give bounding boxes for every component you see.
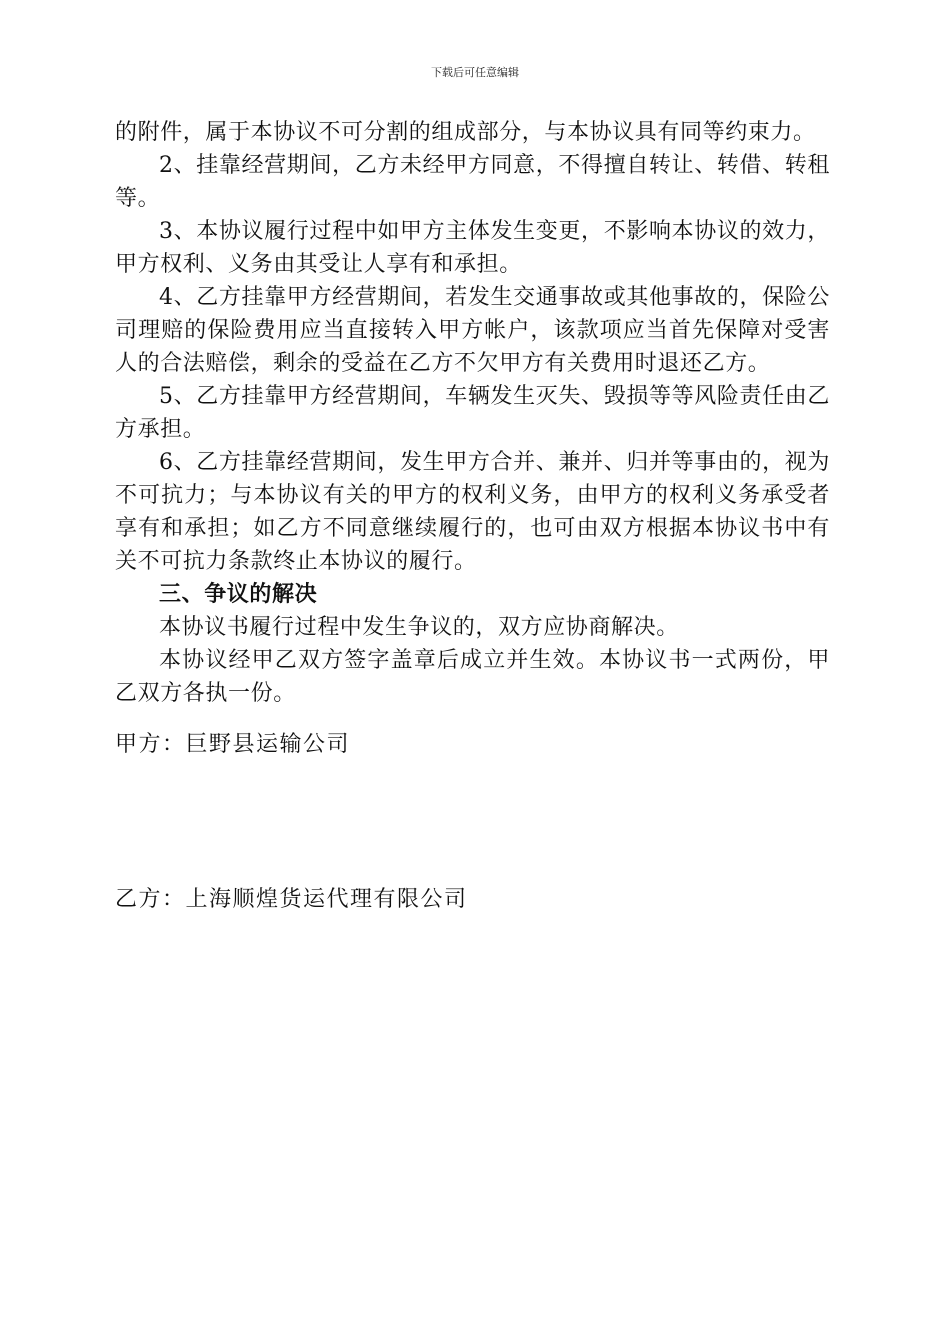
dispute-paragraph-1: 本协议书履行过程中发生争议的，双方应协商解决。 xyxy=(159,615,679,640)
clause-4: 4、乙方挂靠甲方经营期间，若发生交通事故或其他事故的，保险公司理赔的保险费用应当直接转入甲方帐户，该款项应当首先保障对受害人的合法赔偿，剩余的受益在乙方不欠甲方有关费用时退还乙方。 xyxy=(115,285,830,376)
section-heading-dispute: 三、争议的解决 xyxy=(159,582,318,607)
clause-3: 3、本协议履行过程中如甲方主体发生变更，不影响本协议的效力，甲方权利、义务由其受让人享有和承担。 xyxy=(115,219,830,277)
party-b-signature-line: 乙方：上海顺煌货运代理有限公司 xyxy=(115,887,468,912)
paragraph-attachment: 的附件，属于本协议不可分割的组成部分，与本协议具有同等约束力。 xyxy=(115,120,816,145)
clause-2: 2、挂靠经营期间，乙方未经甲方同意，不得擅自转让、转借、转租等。 xyxy=(115,153,830,211)
party-a-signature-line: 甲方：巨野县运输公司 xyxy=(115,732,351,757)
clause-6: 6、乙方挂靠经营期间，发生甲方合并、兼并、归并等事由的，视为不可抗力；与本协议有关的甲方的权利义务，由甲方的权利义务承受者享有和承担；如乙方不同意继续履行的，也可由双方根据本协议书中有关不可抗力条款终止本协议的履行。 xyxy=(115,450,830,574)
clause-5: 5、乙方挂靠甲方经营期间，车辆发生灭失、毁损等等风险责任由乙方承担。 xyxy=(115,384,830,442)
page-header: 下载后可任意编辑 xyxy=(431,66,519,79)
document-body xyxy=(115,116,830,710)
dispute-paragraph-2: 本协议经甲乙双方签字盖章后成立并生效。本协议书一式两份，甲乙双方各执一份。 xyxy=(115,648,830,706)
